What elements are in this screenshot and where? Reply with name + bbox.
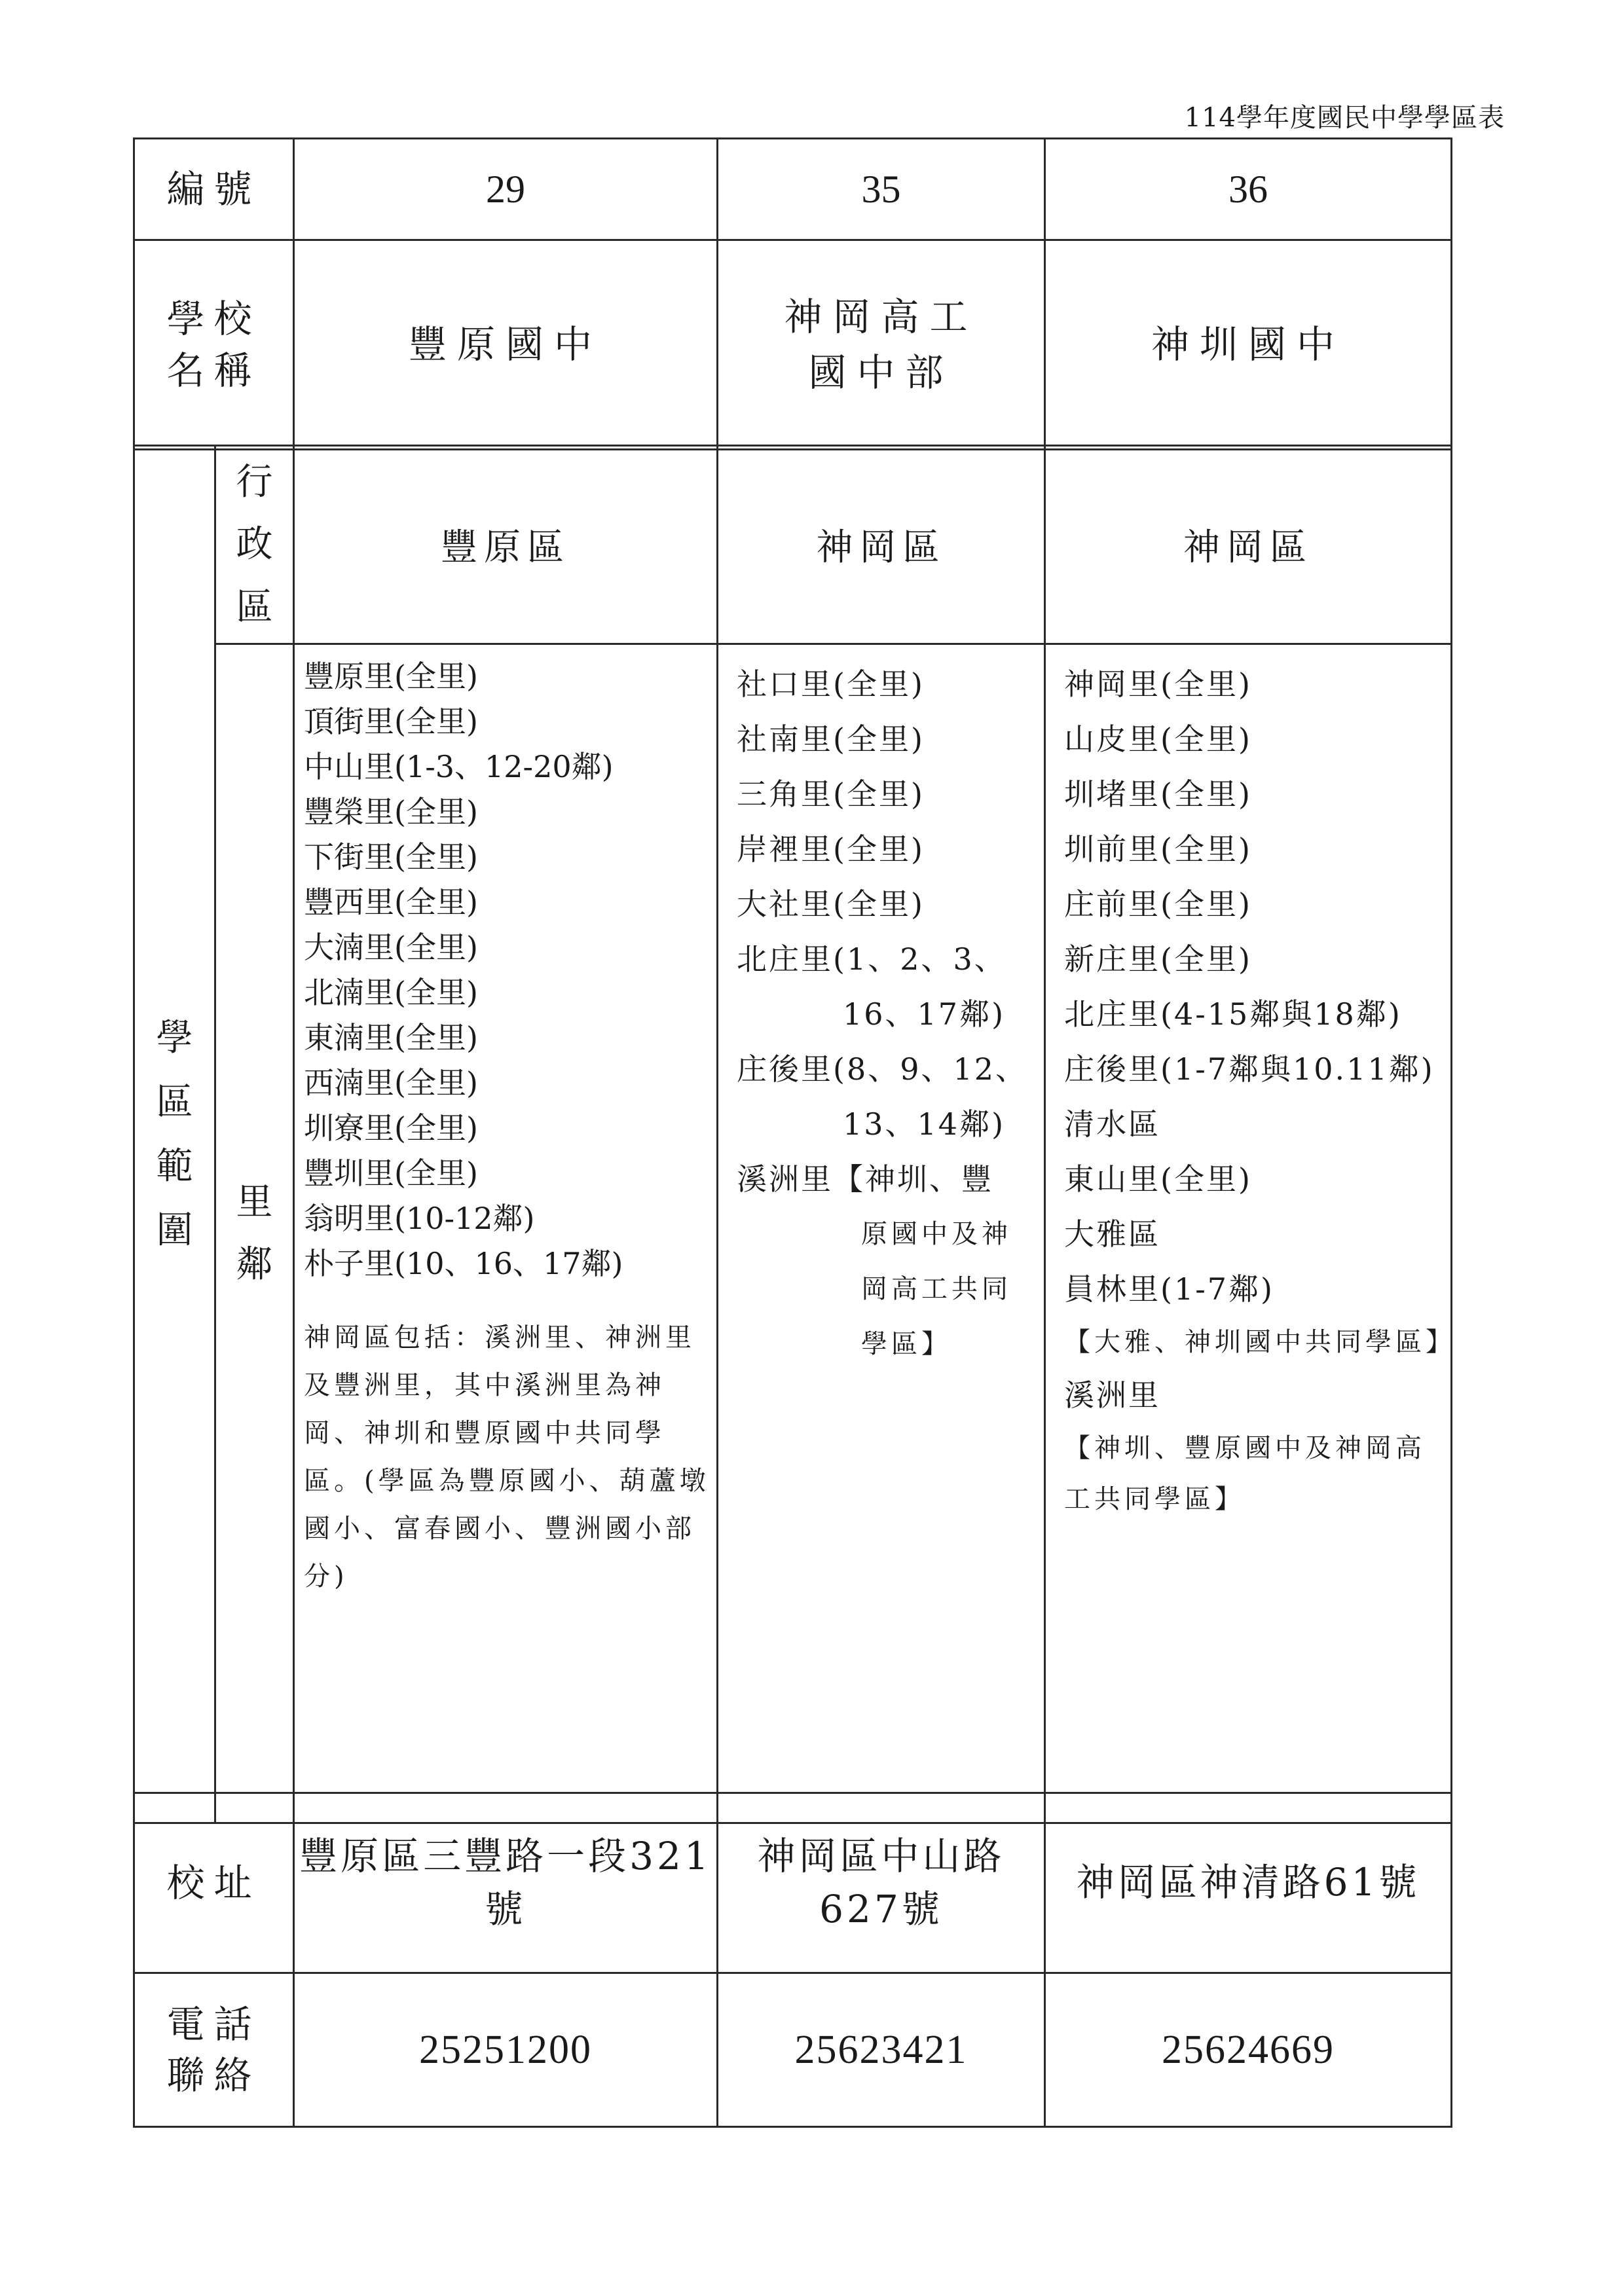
village-item: 圳寮里(全里): [304, 1110, 478, 1146]
village-label-char-2: 鄰: [236, 1243, 273, 1286]
school-name-row: [134, 240, 1452, 450]
village-item: 朴子里(10、16、17鄰): [304, 1246, 623, 1281]
school-name-label-line2: 名稱: [166, 348, 261, 393]
village-item: 庄後里(8、9、12、: [737, 1051, 1028, 1087]
school-36-address: 神岡區神清路61號: [1045, 1793, 1452, 1973]
scope-label-char-3: 範: [156, 1144, 193, 1188]
scope-label-char-1: 學: [156, 1016, 193, 1059]
village-item: 圳前里(全里): [1064, 831, 1252, 867]
school-29-district: 豐原區: [294, 446, 718, 644]
school-29-village-list: [304, 654, 710, 1286]
school-29-name-line1: 豐原國中: [408, 322, 602, 367]
village-item: 社口里(全里): [737, 666, 925, 702]
number-row: [134, 139, 1452, 240]
village-item: 翁明里(10-12鄰): [304, 1201, 535, 1236]
school-36-phone: 25624669: [1045, 1973, 1452, 2127]
village-item: 下街里(全里): [304, 839, 478, 875]
village-label-char-1: 里: [236, 1180, 273, 1224]
phone-row: [134, 1973, 1452, 2127]
school-name-label-line1: 學校: [166, 297, 261, 342]
village-item: 溪洲里: [1064, 1377, 1160, 1413]
village-item: 北庄里(4-15鄰與18鄰): [1064, 996, 1402, 1032]
school-35-number: 35: [718, 139, 1045, 240]
village-item-continued: 13、14鄰): [843, 1106, 1006, 1142]
village-item: 北湳里(全里): [304, 975, 478, 1010]
school-district-table-scope: [133, 445, 1456, 1824]
school-35-address-line1: 神岡區中山路: [757, 1833, 1005, 1878]
village-item: 山皮里(全里): [1064, 721, 1252, 757]
village-item: 三角里(全里): [737, 776, 925, 812]
school-36-villages: [1045, 644, 1456, 1823]
scope-label-char-4: 圍: [156, 1209, 193, 1252]
address-label: 校址: [134, 1793, 294, 1973]
school-29-name: [294, 240, 718, 450]
village-item: 神岡里(全里): [1064, 666, 1252, 702]
school-36-village-list: [1064, 657, 1456, 1525]
school-35-name: [718, 240, 1045, 450]
school-name-label: [134, 240, 294, 450]
village-item: 大社里(全里): [737, 886, 925, 922]
school-29-address: 豐原區三豐路一段321號: [294, 1793, 718, 1973]
school-35-address-line2: 627號: [819, 1887, 943, 1931]
village-item: 庄前里(全里): [1064, 886, 1252, 922]
school-35-phone: 25623421: [718, 1973, 1045, 2127]
school-36-name-line1: 神圳國中: [1151, 322, 1345, 367]
admin-label-char-1: 行: [236, 461, 273, 504]
scope-label-char-2: 區: [156, 1080, 193, 1123]
school-36-name: [1045, 240, 1452, 450]
address-row: [134, 1793, 1452, 1973]
admin-district-label: [215, 446, 294, 644]
school-36-number: 36: [1045, 139, 1452, 240]
village-item: 北庄里(1、2、3、: [737, 941, 1006, 977]
village-item: 新庄里(全里): [1064, 941, 1252, 977]
shared-district-note: 【大雅、神圳國中共同學區】: [1064, 1327, 1456, 1357]
phone-label-line1: 電話: [166, 2001, 261, 2047]
school-district-table-contact: [133, 1792, 1452, 2128]
scope-label: [134, 446, 215, 1823]
village-item: 頂街里(全里): [304, 704, 478, 739]
admin-district-row: [134, 446, 1452, 644]
document-title: 114學年度國民中學學區表: [1184, 103, 1505, 133]
admin-label-char-3: 區: [236, 585, 273, 629]
villages-row: [134, 644, 1452, 1823]
village-item: 豐西里(全里): [304, 884, 478, 920]
school-35-name-line1: 神岡高工: [784, 295, 978, 340]
school-29-number: 29: [294, 139, 718, 240]
village-item-continued: 學區】: [861, 1329, 951, 1359]
number-label: 編號: [134, 139, 294, 240]
school-district-table: [133, 137, 1452, 450]
school-35-district: 神岡區: [718, 446, 1045, 644]
village-item: 圳堵里(全里): [1064, 776, 1252, 812]
shared-district-note: 【神圳、豐原國中及神岡高工共同學區】: [1064, 1433, 1426, 1514]
village-item: 豐榮里(全里): [304, 794, 478, 829]
village-item: 西湳里(全里): [304, 1065, 478, 1101]
village-item: 員林里(1-7鄰): [1064, 1271, 1274, 1307]
phone-label-line2: 聯絡: [166, 2053, 261, 2098]
village-item-continued: 原國中及神: [861, 1219, 1012, 1249]
phone-label: [134, 1973, 294, 2127]
village-item: 溪洲里【神圳、豐: [737, 1161, 993, 1197]
village-label: [215, 644, 294, 1823]
district-heading: 大雅區: [1064, 1216, 1160, 1252]
village-item-continued: 16、17鄰): [843, 996, 1006, 1032]
school-35-villages: [718, 644, 1045, 1823]
village-item: 大湳里(全里): [304, 930, 478, 965]
school-35-village-list: [737, 657, 1033, 1372]
village-item: 社南里(全里): [737, 721, 925, 757]
school-29-villages: [294, 644, 718, 1823]
admin-label-char-2: 政: [236, 523, 273, 566]
village-item: 東湳里(全里): [304, 1020, 478, 1055]
village-item: 東山里(全里): [1064, 1161, 1252, 1197]
village-item: 岸裡里(全里): [737, 831, 925, 867]
village-item: 豐圳里(全里): [304, 1156, 478, 1191]
school-36-district: 神岡區: [1045, 446, 1452, 644]
village-item: 中山里(1-3、12-20鄰): [304, 749, 614, 784]
village-item: 豐原里(全里): [304, 659, 478, 694]
school-29-phone: 25251200: [294, 1973, 718, 2127]
village-item-continued: 岡高工共同: [861, 1274, 1012, 1304]
school-29-note: 神岡區包括：溪洲里、神洲里及豐洲里，其中溪洲里為神岡、神圳和豐原國中共同學區。(學區為豐原國小、葫蘆墩國小、富春國小、豐洲國小部分): [304, 1322, 710, 1592]
school-35-name-line2: 國中部: [808, 350, 954, 395]
district-heading: 清水區: [1064, 1106, 1160, 1142]
village-item: 庄後里(1-7鄰與10.11鄰): [1064, 1051, 1435, 1087]
school-35-address: [718, 1793, 1045, 1973]
